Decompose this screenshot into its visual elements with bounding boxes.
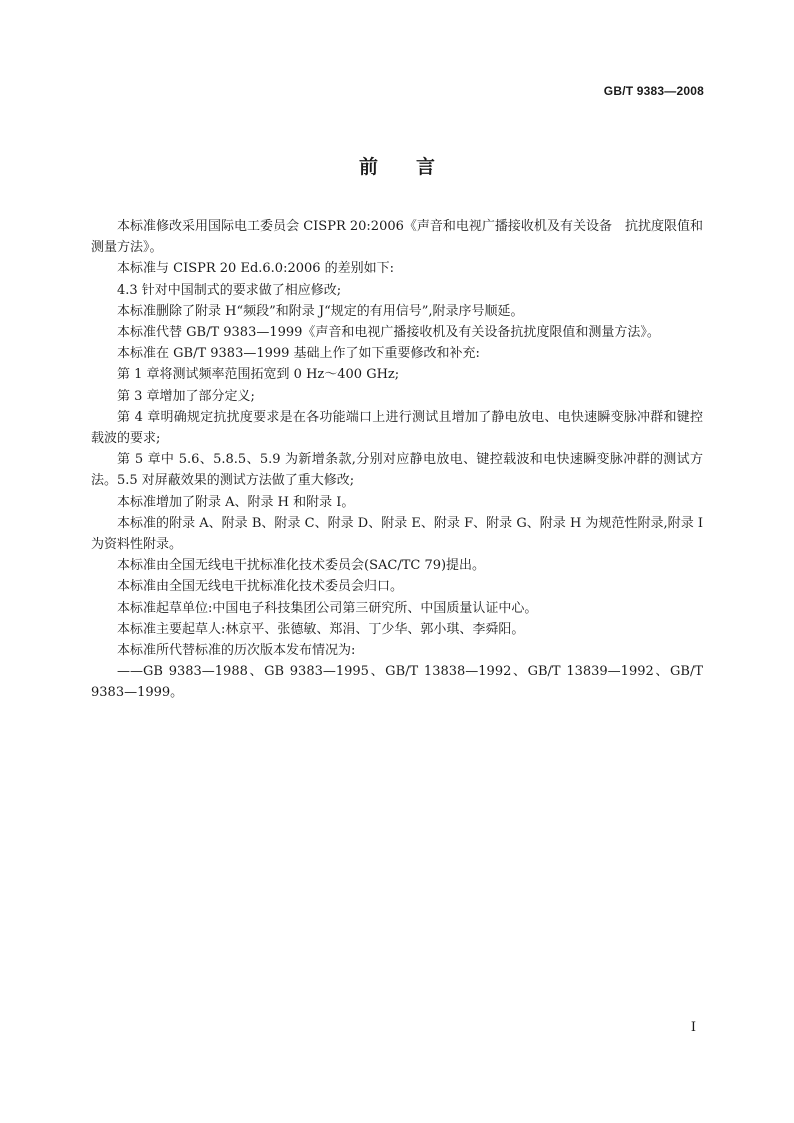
paragraph: 第 5 章中 5.6、5.8.5、5.9 为新增条款,分别对应静电放电、键控载波和电快速瞬变脉冲群的测试方法。5.5 对屏蔽效果的测试方法做了重大修改; [91,452,703,489]
paragraph: 本标准与 CISPR 20 Ed.6.0:2006 的差别如下: [117,261,395,277]
title-char-2: 言 [416,156,436,178]
paragraph: 本标准代替 GB/T 9383—1999《声音和电视广播接收机及有关设备抗扰度限值和测量方法》。 [117,325,660,341]
paragraph: 本标准主要起草人:林京平、张德敏、郑涓、丁少华、郭小琪、李舜阳。 [117,621,525,637]
paragraph: 4.3 针对中国制式的要求做了相应修改; [117,282,342,298]
paragraph: 第 1 章将测试频率范围拓宽到 0 Hz～400 GHz; [117,367,400,383]
preface-body [91,216,703,704]
paragraph: 本标准由全国无线电干扰标准化技术委员会归口。 [117,579,404,595]
paragraph: 第 3 章增加了部分定义; [117,388,255,404]
page-number: I [690,1020,696,1035]
paragraph: 本标准在 GB/T 9383—1999 基础上作了如下重要修改和补充: [117,346,480,362]
paragraph: 本标准的附录 A、附录 B、附录 C、附录 D、附录 E、附录 F、附录 G、附录 H 为规范性附录,附录 I 为资料性附录。 [91,515,703,553]
paragraph: 本标准增加了附录 A、附录 H 和附录 I。 [117,494,355,510]
standard-code: GB/T 9383—2008 [603,84,704,98]
paragraph: 本标准由全国无线电干扰标准化技术委员会(SAC/TC 79)提出。 [117,558,486,574]
paragraph: 第 4 章明确规定抗扰度要求是在各功能端口上进行测试且增加了静电放电、电快速瞬变脉冲群和键控载波的要求; [91,409,703,447]
paragraph: 本标准所代替标准的历次版本发布情况为: [117,643,356,659]
paragraph: 本标准删除了附录 H“频段”和附录 J“规定的有用信号”,附录序号顺延。 [117,303,524,319]
title-char-1: 前 [358,156,378,178]
paragraph: 本标准修改采用国际电工委员会 CISPR 20:2006《声音和电视广播接收机及有关设备 抗扰度限值和测量方法》。 [91,219,703,256]
paragraph: ——GB 9383—1988、GB 9383—1995、GB/T 13838—1992、GB/T 13839—1992、GB/T 9383—1999。 [91,664,703,701]
page-title [0,152,794,179]
paragraph: 本标准起草单位:中国电子科技集团公司第三研究所、中国质量认证中心。 [117,600,538,616]
